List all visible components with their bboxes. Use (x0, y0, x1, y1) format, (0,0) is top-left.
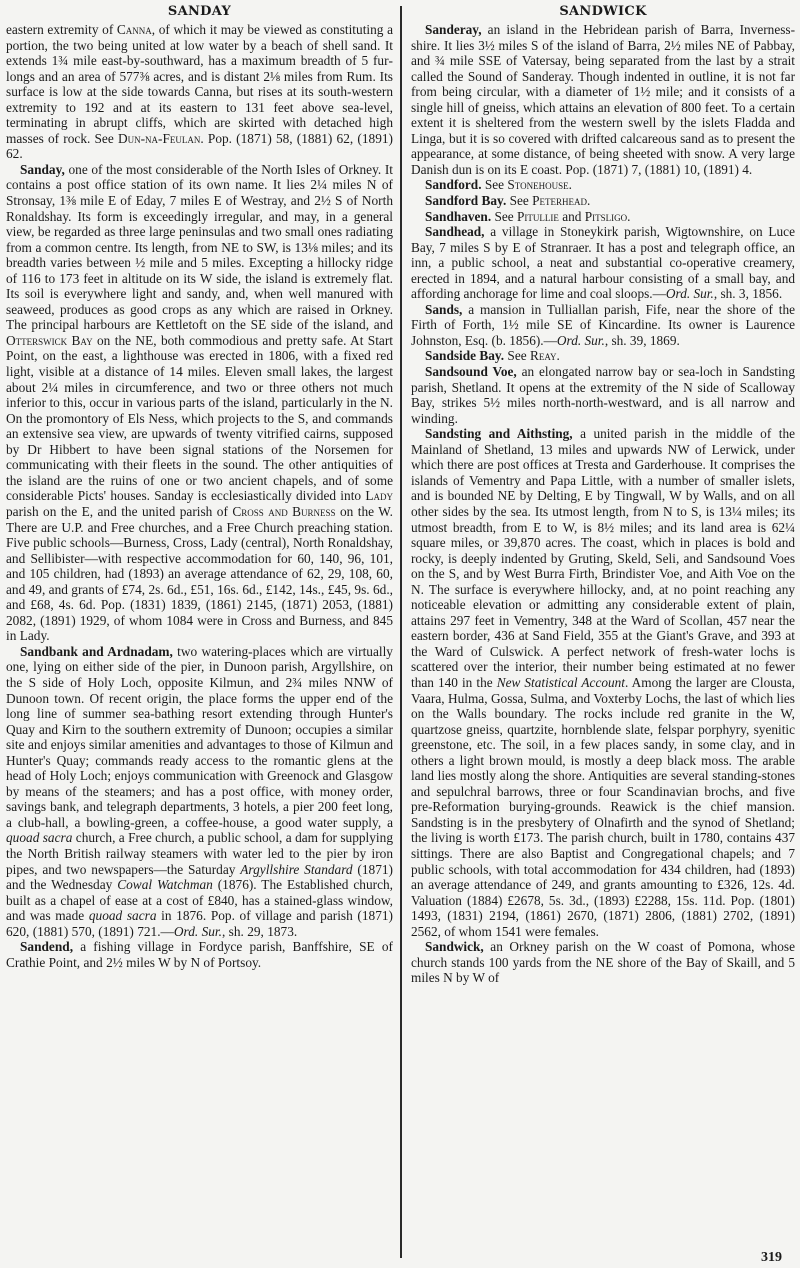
left-column (6, 0, 393, 970)
entry-text: a village in Stoneykirk parish, Wigtownshire, on Luce Bay, 7 miles S by E of Stranraer. It has a post and telegraph office, an inn, a public school, a neat and substantial co-operative creamery, erected in 1894, and a natural harbour consisting of a small bay, and affording anchorage for lime and coal sloops.— (411, 224, 795, 302)
entry-text: in 1876. Pop. of village and parish (1871) 620, (1881) 570, (1891) 721.— (6, 908, 393, 939)
entry-headword: Sanday, (20, 161, 65, 177)
gazetteer-entry (6, 939, 393, 970)
entry-headword: Sandbank and Ardnadam, (20, 643, 173, 659)
entry-text: eastern extremity of (6, 22, 117, 37)
entry-text: , sh. 39, 1869. (604, 332, 680, 348)
italic-text: quoad sacra (88, 908, 157, 924)
italic-text: Ord. Sur. (173, 923, 222, 939)
cross-reference: Pitsligo (584, 208, 628, 224)
entry-headword: Sandsound Voe, (425, 364, 517, 380)
entry-text: (1871) and the Wednesday (6, 861, 393, 893)
cross-reference: Reay (529, 348, 557, 364)
entry-text: . (587, 193, 591, 209)
gazetteer-entry (6, 22, 393, 162)
italic-text: Argyllshire Standard (240, 861, 353, 877)
right-column-body (411, 22, 795, 986)
entry-text: a fishing village in Fordyce parish, Banffshire, SE of Crathie Point, and 2½ miles W by N of Portsoy. (6, 939, 393, 970)
entry-text: one of the most considerable of the North Isles of Orkney. It contains a post office station of its own name. It lies 2¼ miles N of Stronsay, 1⅜ mile E of Eday, 7 miles E of Westray, and 2½ S of North Ronaldshay. Its form is exceedingly irregular, and may, in a general view, be regarded as three large peninsulas and two small ones radiating from a common centre. Its length, from NE to SW, is 13⅛ miles; and its breadth varies between ½ mile and 5 miles. Excepting a hillocky ridge of 116 to 173 feet in altitude on its W side, the island is extremely flat. Its soil is everywhere light and sandy, and, when well manured with seaweed, produces as good crops as any which are raised in Orkney. The principal harbours are Kettletoft on the SE side of the island, and (6, 161, 393, 333)
entry-headword: Sandside Bay. (425, 348, 505, 364)
entry-text: , sh. 29, 1873. (221, 923, 298, 939)
entry-text: . Among the larger are Clousta, Vaara, Hulma, Gossa, Sulma, and Voxterby Lochs, the last of which lies on the Walls boundary. The rocks include red granite in the W, quartzose gneiss, quartzite, hornblende slate, felspar porphyry, syenitic greenstone, etc. The soil, in a few places sandy, in some clay, and in others a light brown mould, is mostly a deep black moss. The arable land lies mostly along the shore. Antiquities are several standing-stones and sepulchral barrows, three or four Scandinavian brochs, and five pre-Reformation burying-grounds. Reawick is the chief mansion. Sandsting is in the presbytery of Olnafirth and the synod of Shetland; the living is worth £173. The parish church, built in 1780, contains 437 sittings. There are also Baptist and Congregational chapels; and 7 public schools, with total accommodation for 434 children, had (1893) an average attendance of 249, and grants amounting to £326, 12s. 4d. Valuation (1884) £2678, 5s. 3d., (1893) £2288, 15s. 11d. Pop. (1801) 1493, (1831) 2194, (1861) 2670, (1871) 2806, (1881) 2702, (1891) 2562, of whom 1541 were females. (411, 674, 796, 939)
left-column-body (6, 22, 393, 970)
cross-reference: Dun-na-Feulan (117, 130, 201, 146)
entry-text: , of which it may be viewed as constituting a portion, the two being united at low water by a beach of shell sand. It extends 1¾ mile east-by-southward, has a maximum breadth of 5 furlongs and an area of 577⅜ acres, and is distant 2⅛ miles from Rum. Its surface is low at the side towards Canna, but rises at its south-western extremity to 192 and at its eastern to 131 feet above sea-level, terminating in abrupt cliffs, which are skirted with detached high masses of rock. See (6, 22, 393, 146)
entry-text: on the W. There are U.P. and Free churches, and a Free Church preaching station. Five public schools—Burness, Cross, Lady (central), North Ronaldshay, and Sellibister—with respective accommodation for 60, 140, 96, 101, and 105 children, had (1893) an average attendance of 62, 29, 108, 60, and 49, and grants of £74, 2s. 6d., £51, 16s. 6d., £142, 14s., £45, 9s. 6d., and £68, 4s. 6d. Pop. (1831) 1839, (1861) 2145, (1871) 2053, (1881) 2082, (1891) 1929, of whom 1084 were in Cross and Burness, and 845 in Lady. (6, 503, 393, 644)
entry-text: See (481, 177, 508, 193)
gazetteer-entry (411, 22, 795, 177)
entry-text: . (568, 177, 572, 193)
page-number: 319 (761, 1250, 782, 1265)
gazetteer-entry (411, 302, 795, 349)
entry-headword: Sandford. (425, 177, 482, 193)
cross-reference: Cross and Burness (232, 503, 336, 519)
entry-text: . (627, 208, 631, 224)
entry-text: . (556, 348, 560, 364)
gazetteer-entry (411, 939, 795, 986)
cross-reference: Pitullie (517, 208, 559, 224)
entry-headword: Sandhead, (425, 224, 485, 240)
entry-headword: Sandend, (20, 939, 74, 955)
gazetteer-entry (411, 177, 795, 193)
entry-headword: Sandford Bay. (425, 193, 507, 209)
entry-text: See (491, 208, 518, 224)
cross-reference: Peterhead (532, 193, 588, 209)
entry-text: on the NE, both commodious and pretty safe. At Start Point, on the east, a lighthouse was erected in 1806, with a fixed red light, visible at a distance of 14 miles. Eleven small lakes, the largest about 2¼ miles in circumference, and two or three others not much inferior to this, occur in various parts of the island, particularly in the N. On the promontory of Els Ness, which projects to the S, and commands an extensive sea view, are upwards of twenty vitrified cairns, supposed by Dr Hibbert to have been signal stations of the Norsemen for communicating with their fleets in the sound. The other antiquities of the island are the ruins of one or two ancient chapels, and of some considerable Picts' houses. Sanday is ecclesiastically divided into (6, 332, 394, 504)
gazetteer-entry (411, 364, 795, 426)
gazetteer-entry (411, 209, 795, 225)
entry-text: , sh. 3, 1856. (713, 286, 783, 302)
gazetteer-entry (411, 224, 795, 302)
running-head-left: SANDAY (167, 4, 232, 19)
entry-text: and (558, 208, 585, 224)
entry-text: parish on the E, and the united parish of (6, 503, 233, 519)
italic-text: New Statistical Account (496, 674, 625, 690)
cross-reference: Stonehouse (507, 177, 569, 193)
italic-text: Ord. Sur. (665, 286, 714, 302)
running-head-right: SANDWICK (559, 4, 647, 19)
entry-headword: Sands, (425, 301, 463, 317)
entry-text: an Orkney parish on the W coast of Pomona, whose church stands 100 yards from the NE shore of the Bay of Skaill, and 5 miles N by W of (411, 939, 795, 986)
column-divider (400, 6, 402, 1258)
cross-reference: Otterswick Bay (6, 332, 93, 348)
gazetteer-entry (411, 348, 795, 364)
entry-text: a united parish in the middle of the Mainland of Shetland, 13 miles and upwards NW of Lerwick, under which there are post offices at Tresta and Garderhouse. It comprises the islands of Vementry and Papa Little, with a number of smaller islets, and is bounded NE by Delting, E by Tingwall, W by Walls, and on all other sides by the sea. Its utmost length, from N to S, is 13¼ miles; its utmost breadth, from E to W, is 8½ miles; and its land area is 62¼ square miles, or 39,870 acres. The coast, which in places is bold and rocky, is deeply indented by Gruting, Skeld, Seli, and Sandsound Voes on the S, and by West Burra Firth, Brindister Voe, and Aith Voe on the N. The surface is everywhere hillocky, and, at no point reaching any noticeable elevation or admitting any considerable extent of plain, attains 297 feet in Vementry, 348 at the Ward of Scollan, 457 near the eastern border, 436 at Sand Field, 355 at the Giant's Grave, and 393 at the Ward of Culswick. A perfect network of fresh-water lochs is scattered over the interior, their number being estimated at no fewer than 140 in the (411, 426, 795, 690)
entry-headword: Sandhaven. (425, 208, 492, 224)
entry-headword: Sandsting and Aithsting, (425, 426, 573, 442)
entry-text: church, a Free church, a public school, a dam for supplying the North British railway steamers with water led to the pier by iron pipes, and two newspapers—the Saturday (6, 830, 393, 877)
entry-text: a mansion in Tulliallan parish, Fife, near the shore of the Firth of Forth, 1½ mile SE of Kincardine. Its owner is Laurence Johnston, Esq. (b. 1856).— (411, 301, 795, 348)
italic-text: Ord. Sur. (556, 332, 605, 348)
entry-text: an elongated narrow bay or sea-loch in Sandsting parish, Shetland. It opens at the extremity of the N side of Scalloway Bay, strikes 5½ miles north-north-westward, and is all narrow and winding. (411, 364, 795, 426)
gazetteer-entry (411, 193, 795, 209)
entry-text: two watering-places which are virtually one, lying on either side of the pier, in Dunoon parish, Argyllshire, on the S side of Holy Loch, opposite Kilmun, and 2¾ miles NNW of Dunoon town. Of recent origin, the place forms the upper end of the long line of summer sea-bathing resort extending through Hunter's Quay and Kirn to the southern extremity of Dunoon; occupies a similar site and enjoys similar amenities and advantages to those of Kilmun and Hunter's Quay; commands ready access to the romantic glens at the head of Holy Loch; enjoys communication with Greenock and Glasgow by means of the steamers; and has a post office, with money order, savings bank, and telegraph departments, 3 hotels, a pier 200 feet long, a club-hall, a bowling-green, a coffee-house, a good water supply, a (6, 643, 393, 830)
italic-text: quoad sacra (6, 830, 73, 846)
entry-headword: Sanderay, (425, 22, 482, 37)
entry-headword: Sandwick, (425, 939, 484, 955)
right-column (411, 0, 795, 986)
italic-text: Cowal Watchman (117, 877, 213, 893)
entry-text: See (504, 348, 530, 364)
gazetteer-entry (6, 162, 393, 644)
entry-text: an island in the Hebridean parish of Barra, Inverness-shire. It lies 3½ miles S of the island of Barra, 2½ miles NE of Pabbay, and ¾ mile SSE of Vatersay, being separated from the last by a strait called the Sound of Sanderay. Though indented in outline, it is not far from being circular, with a diameter of 1½ mile; and it consists of a single hill of gneiss, which attains an elevation of 800 feet. To a certain extent it is sheltered from the western swell by the islets Fladda and Linga, but it is so covered with drifted calcareous sand as to present the appearance, at some distance, of being sheeted with snow. A very large Danish dun is on its E coast. Pop. (1871) 7, (1881) 10, (1891) 4. (411, 22, 795, 177)
gazetteer-entry (6, 644, 393, 939)
entry-text: (1876). The Established church, built as a chapel of ease at a cost of £840, has a stained-glass window, and was made (6, 877, 394, 924)
entry-text: See (506, 193, 533, 209)
cross-reference: Lady (365, 488, 393, 504)
cross-reference: Canna (116, 22, 152, 37)
entry-text: . Pop. (1871) 58, (1881) 62, (1891) 62. (6, 130, 393, 162)
gazetteer-entry (411, 426, 795, 939)
